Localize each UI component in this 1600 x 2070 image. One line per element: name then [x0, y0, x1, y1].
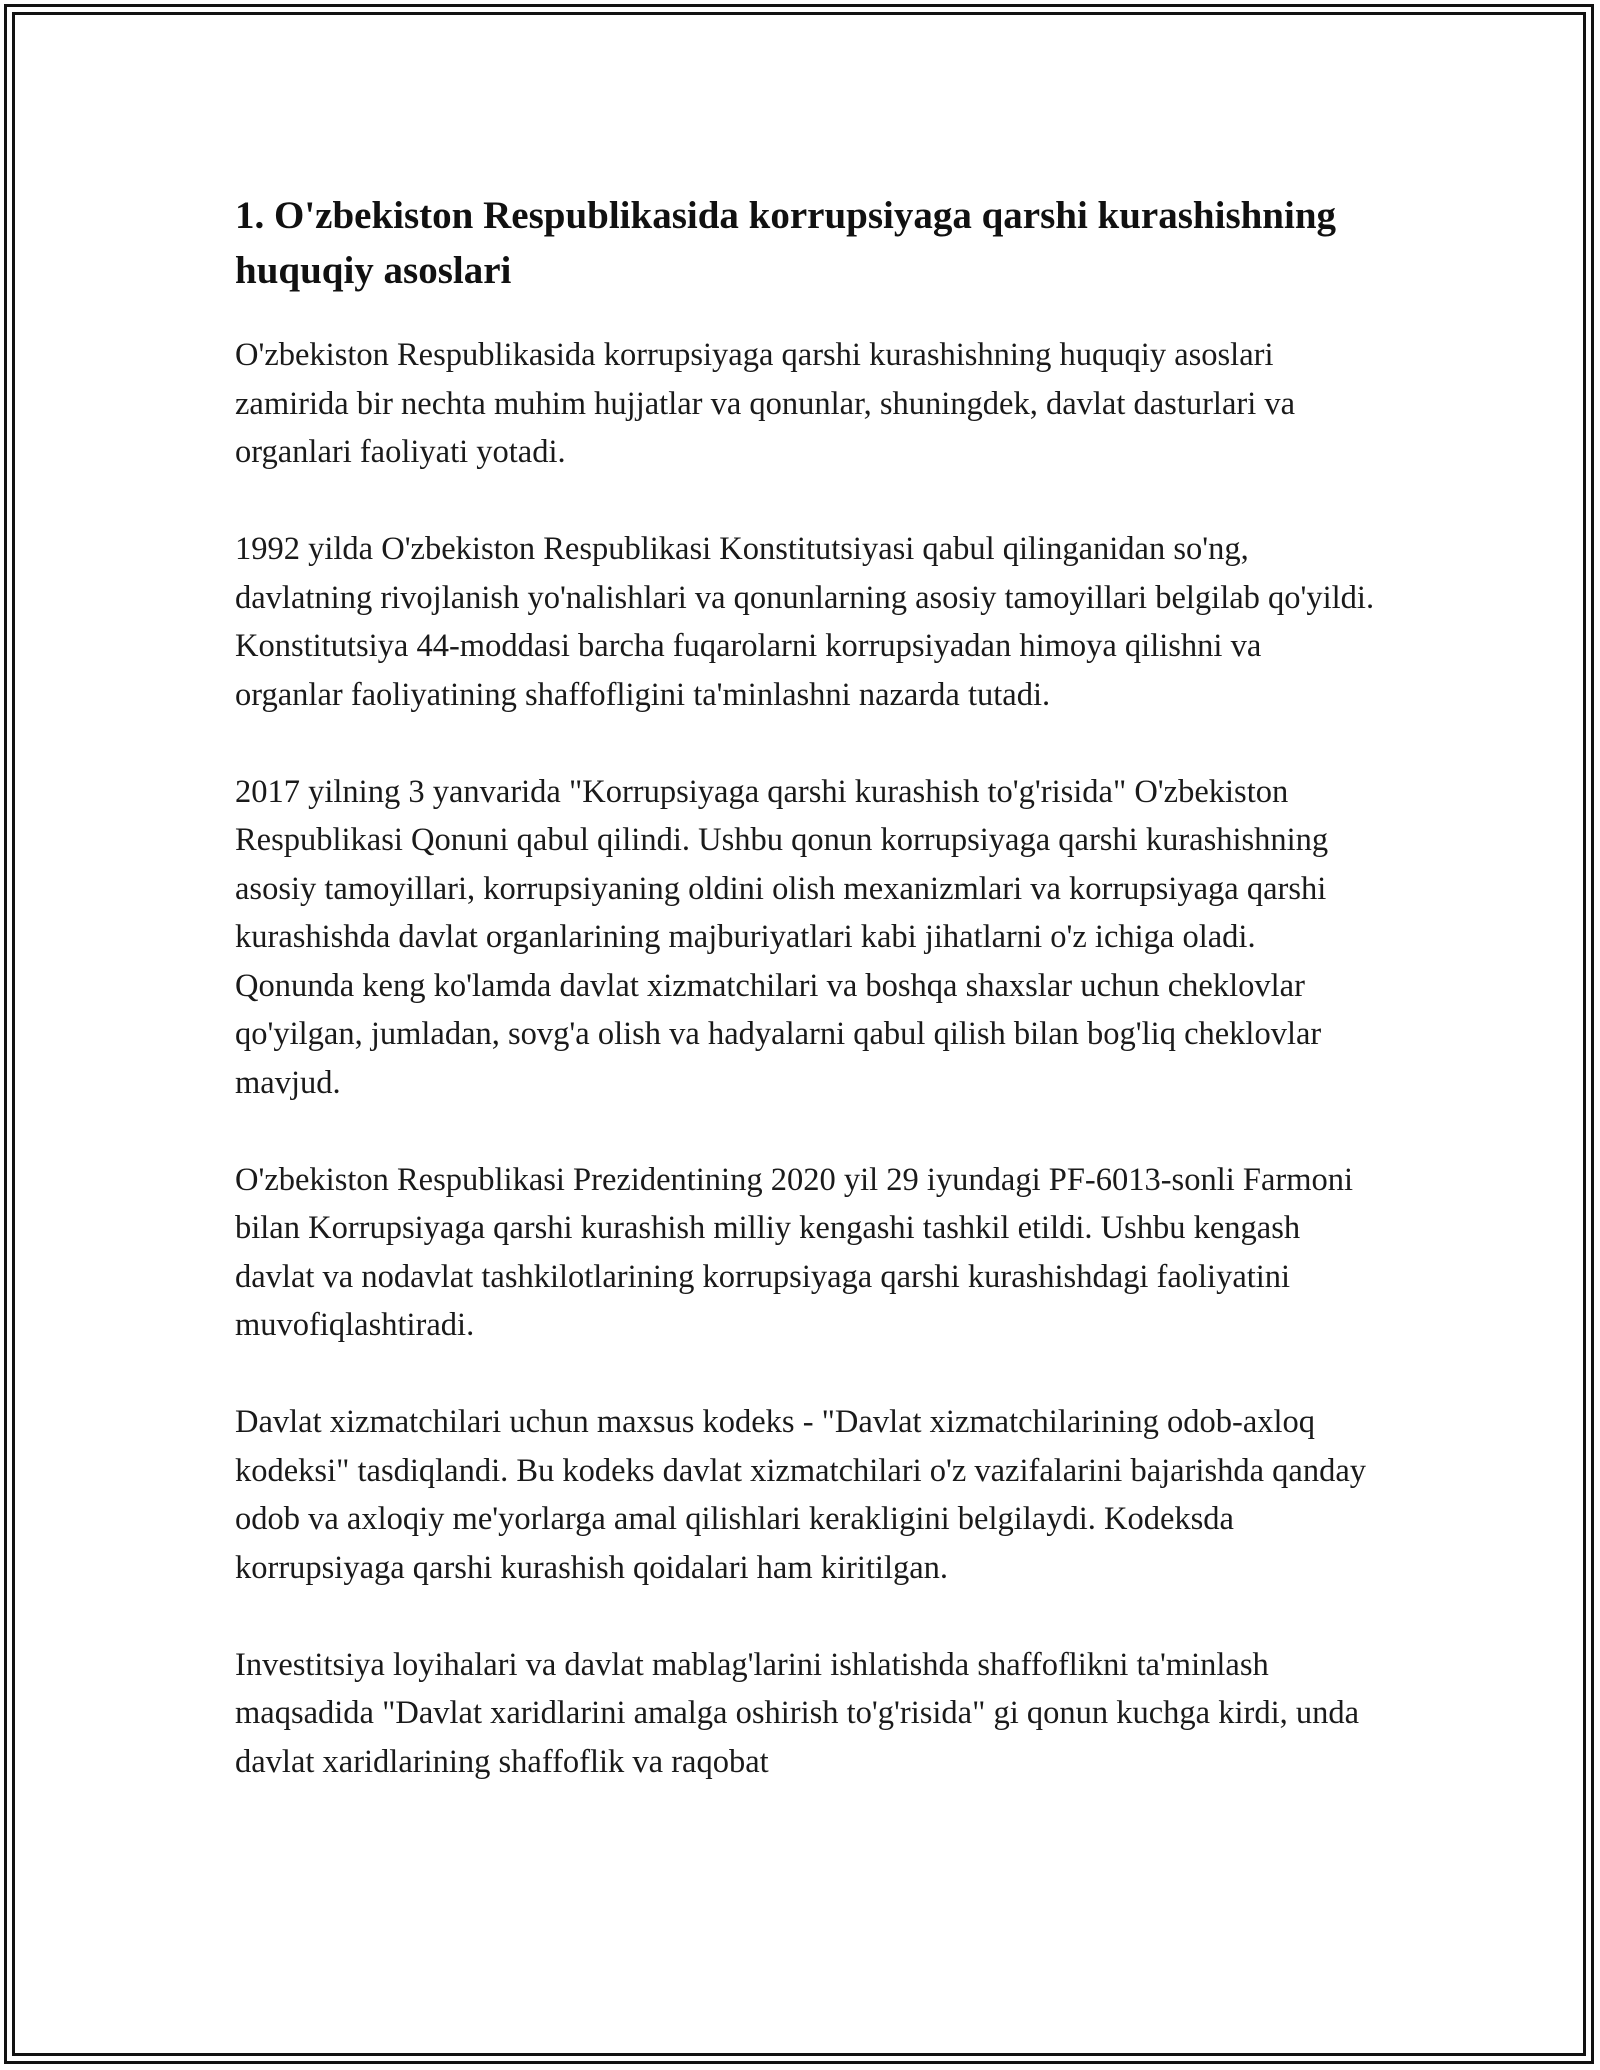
- section-heading: 1. O'zbekiston Respublikasida korrupsiyaga qarshi kurashishning huquqiy asoslari: [235, 194, 1337, 292]
- document-body: [235, 188, 1375, 1786]
- paragraph-anti-corruption-law: 2017 yilning 3 yanvarida "Korrupsiyaga qarshi kurashish to'g'risida" O'zbekiston Respublikasi Qonuni qabul qilindi. Ushbu qonun korrupsiyaga qarshi kurashishning asosiy tamoyillari, korrupsiyaning oldini olish mexanizmlari va korrupsiyaga qarshi kurashishda davlat organlarining majburiyatlari kabi jihatlarni o'z ichiga oladi. Qonunda keng ko'lamda davlat xizmatchilari va boshqa shaxslar uchun cheklovlar qo'yilgan, jumladan, sovg'a olish va hadyalarni qabul qilish bilan bog'liq cheklovlar mavjud.: [235, 773, 1329, 1101]
- paragraph-legal-foundations: O'zbekiston Respublikasida korrupsiyaga qarshi kurashishning huquqiy asoslari zamirida bir nechta muhim hujjatlar va qonunlar, shuningdek, davlat dasturlari va organlari faoliyati yotadi.: [235, 337, 1296, 470]
- paragraph-public-procurement: Investitsiya loyihalari va davlat mablag'larini ishlatishda shaffoflikni ta'minlash maqsadida "Davlat xaridlarini amalga oshirish to'g'risida" gi qonun kuchga kirdi, unda davlat xaridlarining shaffoflik va raqobat: [235, 1646, 1360, 1780]
- paragraph-national-council: O'zbekiston Respublikasi Prezidentining 2020 yil 29 iyundagi PF-6013-sonli Farmoni bilan Korrupsiyaga qarshi kurashish milliy kengashi tashkil etildi. Ushbu kengash davlat va nodavlat tashkilotlarining korrupsiyaga qarshi kurashishdagi faoliyatini muvofiqlashtiradi.: [235, 1161, 1354, 1343]
- paragraph-constitution: 1992 yilda O'zbekiston Respublikasi Konstitutsiyasi qabul qilinganidan so'ng, davlatning rivojlanish yo'nalishlari va qonunlarning asosiy tamoyillari belgilab qo'yildi. Konstitutsiya 44-moddasi barcha fuqarolarni korrupsiyadan himoya qilishni va organlar faoliyatining shaffofligini ta'minlashni nazarda tutadi.: [235, 531, 1375, 713]
- paragraph-ethics-code: Davlat xizmatchilari uchun maxsus kodeks - "Davlat xizmatchilarining odob-axloq kodeksi" tasdiqlandi. Bu kodeks davlat xizmatchilari o'z vazifalarini bajarishda qanday odob va axloqiy me'yorlarga amal qilishlari kerakligini belgilaydi. Kodeksda korrupsiyaga qarshi kurashish qoidalari ham kiritilgan.: [235, 1404, 1366, 1586]
